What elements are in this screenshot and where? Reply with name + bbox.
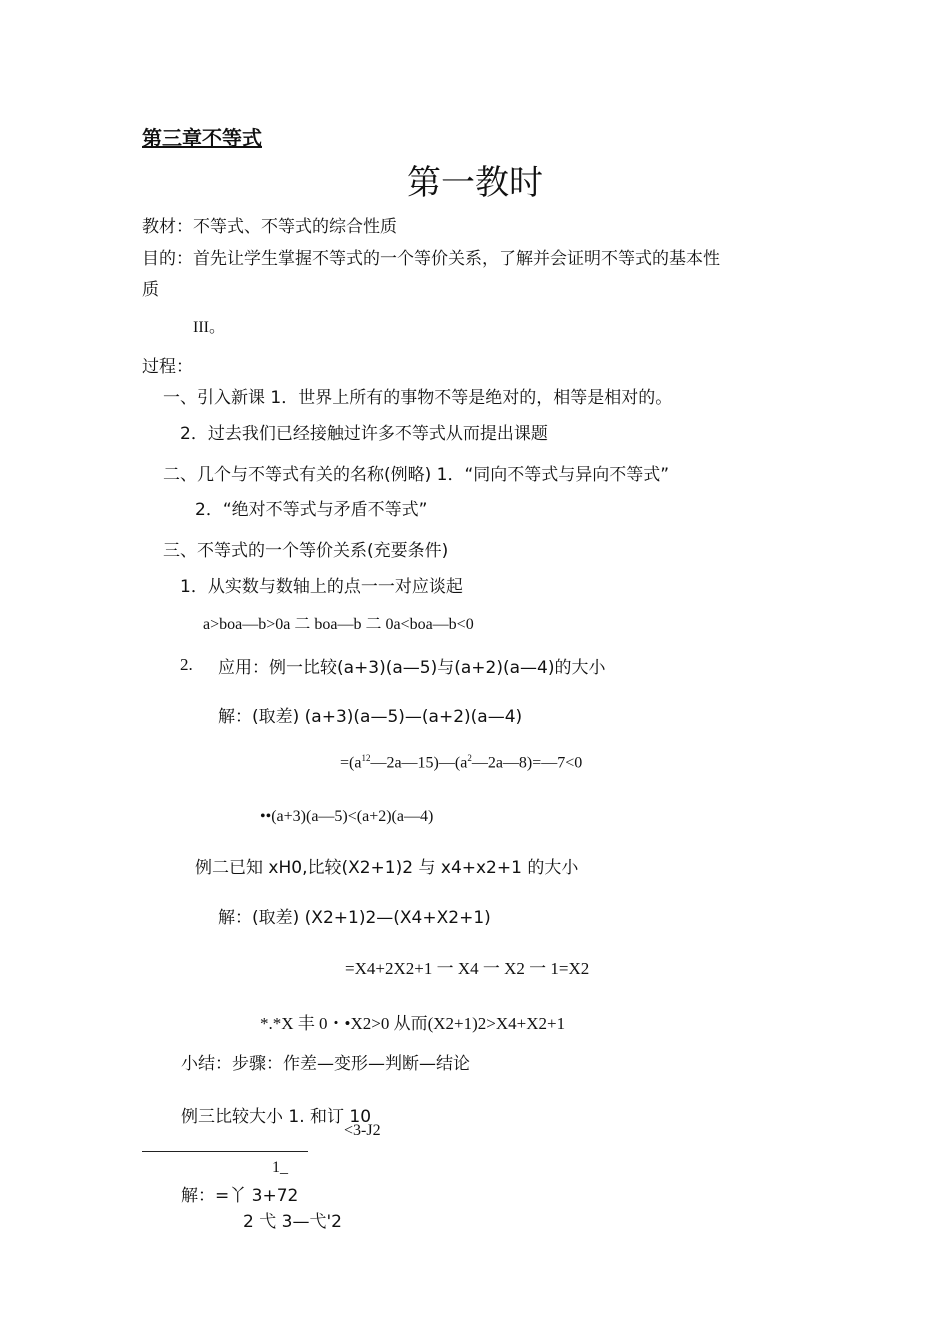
footnote-denominator: 2 弋 3—弋'2	[243, 1212, 342, 1232]
example-3: 例三比较大小 1. 和订 10	[181, 1107, 372, 1127]
solution-1-expansion: $=(a^{12}—2a—15)—(a^2—2a—8)=—7<0$	[340, 753, 583, 772]
section-2-item-2: 2．“绝对不等式与矛盾不等式”	[195, 500, 428, 520]
section-2: 二、几个与不等式有关的名称(例略) 1．“同向不等式与异向不等式”	[163, 465, 670, 485]
solution-2: 解：(取差) (X2+1)2—(X4+X2+1)	[218, 908, 491, 928]
section-3: 三、不等式的一个等价关系(充要条件)	[163, 541, 449, 561]
example-1: 应用：例一比较(a+3)(a—5)与(a+2)(a—4)的大小	[218, 658, 606, 678]
lesson-title: 第一教时	[407, 163, 543, 203]
conclusion-1: ••(a+3)(a—5)<(a+2)(a—4)	[260, 808, 434, 825]
example-2: 例二已知 xH0,比较(X2+1)2 与 x4+x2+1 的大小	[195, 858, 579, 878]
footnote-numerator: 1_	[272, 1159, 288, 1176]
solution-1: 解：(取差) (a+3)(a—5)—(a+2)(a—4)	[218, 707, 523, 727]
equivalence-relation: a>boa—b>0a 二 boa—b 二 0a<boa—b<0	[203, 616, 474, 633]
footnote-rule	[142, 1151, 308, 1152]
section-1: 一、引入新课 1．世界上所有的事物不等是绝对的，相等是相对的。	[163, 388, 673, 408]
section-1-item-2: 2．过去我们已经接触过许多不等式从而提出课题	[180, 424, 548, 444]
application-number: 2.	[180, 655, 193, 674]
chapter-title: 第三章不等式	[142, 126, 262, 150]
summary: 小结：步骤：作差—变形—判断—结论	[181, 1054, 470, 1074]
material-line: 教材：不等式、不等式的综合性质	[142, 217, 397, 237]
section-3-item-1: 1．从实数与数轴上的点一一对应谈起	[180, 577, 463, 597]
purpose-line-2: 质	[142, 280, 159, 300]
purpose-line-1: 目的：首先让学生掌握不等式的一个等价关系，了解并会证明不等式的基本性	[142, 249, 720, 269]
conclusion-2: *.*X 丰 0・•X2>0 从而(X2+1)2>X4+X2+1	[260, 1014, 566, 1033]
purpose-line-3: III。	[193, 319, 225, 336]
example-3-denominator: <3-J2	[344, 1122, 381, 1139]
process-label: 过程：	[142, 357, 193, 377]
solution-2-expansion: =X4+2X2+1 一 X4 一 X2 一 1=X2	[345, 959, 590, 978]
footnote-solution: 解：=丫 3+72	[181, 1186, 299, 1206]
